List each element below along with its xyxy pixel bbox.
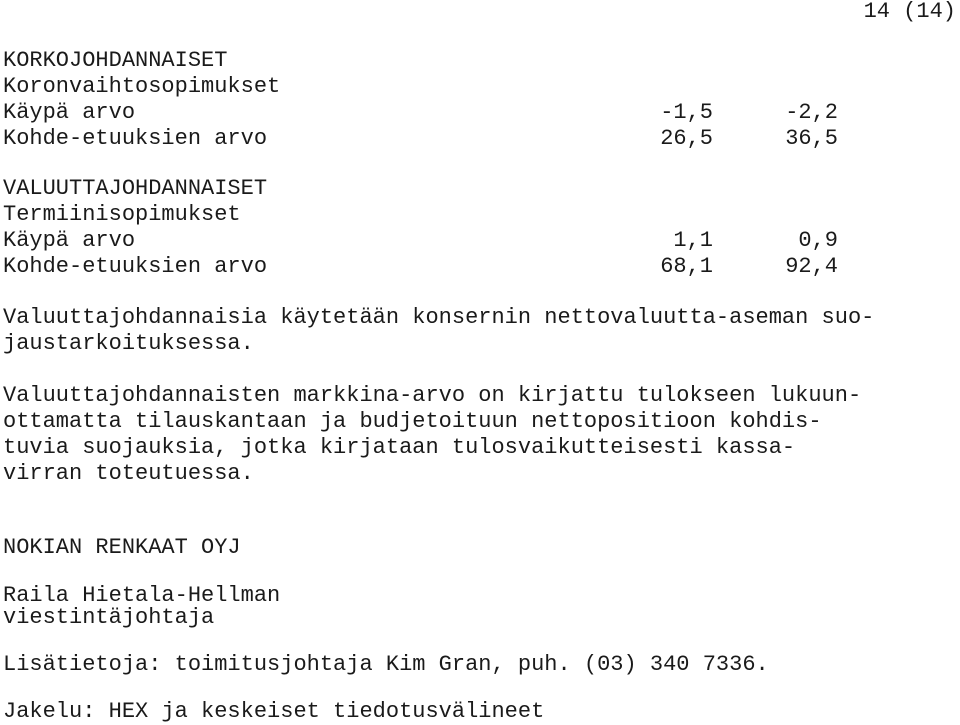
row-value-current: -1,5 bbox=[660, 100, 713, 125]
row-value-current: 68,1 bbox=[660, 254, 713, 279]
currency-derivatives-heading: VALUUTTAJOHDANNAISET bbox=[3, 176, 268, 201]
row-value-previous: 0,9 bbox=[798, 228, 838, 253]
paragraph-line: ottamatta tilauskantaan ja budjetoituun nettopositioon kohdis- bbox=[3, 409, 822, 434]
page-number: 14 (14) bbox=[863, 0, 956, 24]
table-row bbox=[3, 254, 958, 280]
paragraph-line: Valuuttajohdannaisia käytetään konsernin nettovaluutta-aseman suo- bbox=[3, 305, 875, 330]
paragraph-line: Valuuttajohdannaisten markkina-arvo on kirjattu tulokseen lukuun- bbox=[3, 383, 862, 408]
row-value-previous: -2,2 bbox=[785, 100, 838, 125]
row-value-current: 1,1 bbox=[673, 228, 713, 253]
row-label: Käypä arvo bbox=[3, 100, 136, 125]
paragraph-line: virran toteutuessa. bbox=[3, 461, 254, 486]
interest-derivatives-subheading: Koronvaihtosopimukset bbox=[3, 74, 281, 99]
row-label: Kohde-etuuksien arvo bbox=[3, 126, 268, 151]
row-label: Kohde-etuuksien arvo bbox=[3, 254, 268, 279]
table-row bbox=[3, 126, 958, 152]
document-page bbox=[3, 0, 958, 722]
company-name: NOKIAN RENKAAT OYJ bbox=[3, 535, 241, 560]
signatory-name: Raila Hietala-Hellman bbox=[3, 583, 281, 608]
row-value-previous: 36,5 bbox=[785, 126, 838, 151]
row-label: Käypä arvo bbox=[3, 228, 136, 253]
signatory-title: viestintäjohtaja bbox=[3, 605, 215, 630]
row-value-previous: 92,4 bbox=[785, 254, 838, 279]
paragraph-line: tuvia suojauksia, jotka kirjataan tulosvaikutteisesti kassa- bbox=[3, 435, 796, 460]
currency-derivatives-subheading: Termiinisopimukset bbox=[3, 202, 241, 227]
table-row bbox=[3, 228, 958, 254]
paragraph-line: jaustarkoituksessa. bbox=[3, 331, 254, 356]
interest-derivatives-heading: KORKOJOHDANNAISET bbox=[3, 48, 228, 73]
contact-info: Lisätietoja: toimitusjohtaja Kim Gran, puh. (03) 340 7336. bbox=[3, 652, 769, 677]
distribution-info: Jakelu: HEX ja keskeiset tiedotusvälineet bbox=[3, 699, 545, 724]
row-value-current: 26,5 bbox=[660, 126, 713, 151]
table-row bbox=[3, 100, 958, 126]
